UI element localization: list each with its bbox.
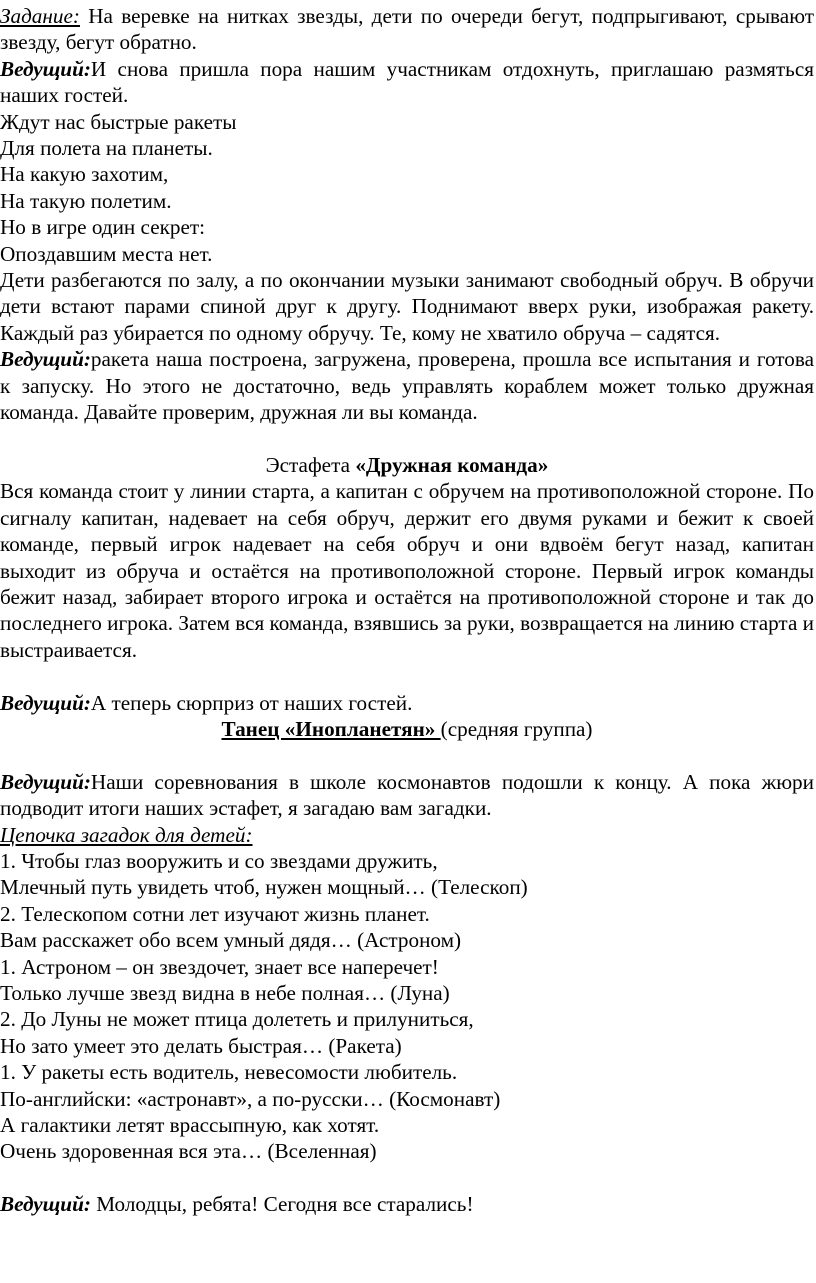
host-label: Ведущий:	[0, 769, 91, 794]
blank-line	[0, 1165, 814, 1191]
riddle-line: 2. До Луны не может птица долететь и прилуниться,	[0, 1007, 474, 1032]
riddle-line: Только лучше звезд видна в небе полная… (Луна)	[0, 980, 450, 1005]
riddle-line: 1. Чтобы глаз вооружить и со звездами дружить,	[0, 848, 438, 873]
relay-heading	[0, 452, 814, 478]
poem-line: На такую полетим.	[0, 188, 172, 213]
riddle-line: Очень здоровенная вся эта… (Вселенная)	[0, 1139, 377, 1164]
dance-heading	[0, 716, 814, 742]
riddle-line: 1. У ракеты есть водитель, невесомости любитель.	[0, 1060, 458, 1085]
poem-line: Но в игре один секрет:	[0, 215, 206, 240]
host-speech-5	[0, 1191, 814, 1217]
relay-description: Вся команда стоит у линии старта, а капитан с обручем на противоположной стороне. По сигналу капитан, надевает на себя обруч, держит его двумя руками и бежит к своей команде, первый игрок надевает на себя обруч и они вдвоём бегут назад, капитан выходит из обруча и остаётся на противоположной стороне. Первый игрок команды бежит назад, забирает второго игрока и остаётся на противоположной стороне и так до последнего игрока. Затем вся команда, взявшись за руки, возвращается на линию старта и выстраивается.	[0, 479, 814, 662]
poem-line: Опоздавшим места нет.	[0, 241, 213, 266]
blank-line	[0, 663, 814, 689]
host-speech-2	[0, 346, 814, 425]
blank-line	[0, 426, 814, 452]
host-label: Ведущий:	[0, 1192, 91, 1217]
host-speech-4	[0, 769, 814, 822]
host-speech-text: ракета наша построена, загружена, проверена, прошла все испытания и готова к запуску. Но этого не достаточно, ведь управлять кораблем может только дружная команда. Давайте проверим, дружная ли вы команда.	[0, 347, 814, 425]
host-label: Ведущий:	[0, 690, 91, 715]
poem-line: Ждут нас быстрые ракеты	[0, 109, 237, 134]
host-speech-3	[0, 690, 814, 716]
host-label: Ведущий:	[0, 347, 91, 372]
host-label: Ведущий:	[0, 56, 91, 81]
poem-line: На какую захотим,	[0, 162, 169, 187]
host-speech-text: А теперь сюрприз от наших гостей.	[90, 690, 413, 715]
host-speech-text: И снова пришла пора нашим участникам отдохнуть, приглашаю размяться наших гостей.	[0, 56, 814, 108]
relay-title: «Дружная команда»	[355, 452, 549, 477]
relay-prefix: Эстафета	[265, 452, 356, 477]
task-text: На веревке на нитках звезды, дети по очереди бегут, подпрыгивают, срывают звезду, бегут обратно.	[0, 4, 814, 55]
task-label: Задание:	[0, 4, 80, 28]
task-paragraph	[0, 3, 814, 56]
riddle-line: А галактики летят врассыпную, как хотят.	[0, 1113, 380, 1138]
dance-title: Танец «Инопланетян»	[221, 716, 441, 741]
riddle-line: Млечный путь увидеть чтоб, нужен мощный… (Телескоп)	[0, 875, 528, 900]
riddles-heading	[0, 822, 814, 848]
blank-line	[0, 742, 814, 768]
host-speech-text: Молодцы, ребята! Сегодня все старались!	[90, 1192, 474, 1217]
game-description: Дети разбегаются по залу, а по окончании музыки занимают свободный обруч. В обручи дети встают парами спиной друг к другу. Поднимают вверх руки, изображая ракету. Каждый раз убирается по одному обручу. Те, кому не хватило обруча – садятся.	[0, 268, 814, 345]
poem-line: Для полета на планеты.	[0, 136, 213, 161]
host-speech-text: Наши соревнования в школе космонавтов подошли к концу. А пока жюри подводит итоги наших эстафет, я загадаю вам загадки.	[0, 769, 814, 821]
riddle-line: 1. Астроном – он звездочет, знает все наперечет!	[0, 954, 439, 979]
document-page	[0, 3, 814, 1218]
riddle-line: Но зато умеет это делать быстрая… (Ракета)	[0, 1033, 402, 1058]
riddle-line: 2. Телескопом сотни лет изучают жизнь планет.	[0, 901, 430, 926]
riddle-line: По-английски: «астронавт», а по-русски… (Космонавт)	[0, 1086, 501, 1111]
riddles-heading-text: Цепочка загадок для детей:	[0, 822, 253, 847]
riddle-line: Вам расскажет обо всем умный дядя… (Астроном)	[0, 928, 462, 953]
host-speech-1	[0, 56, 814, 109]
dance-note: (средняя группа)	[440, 716, 593, 741]
